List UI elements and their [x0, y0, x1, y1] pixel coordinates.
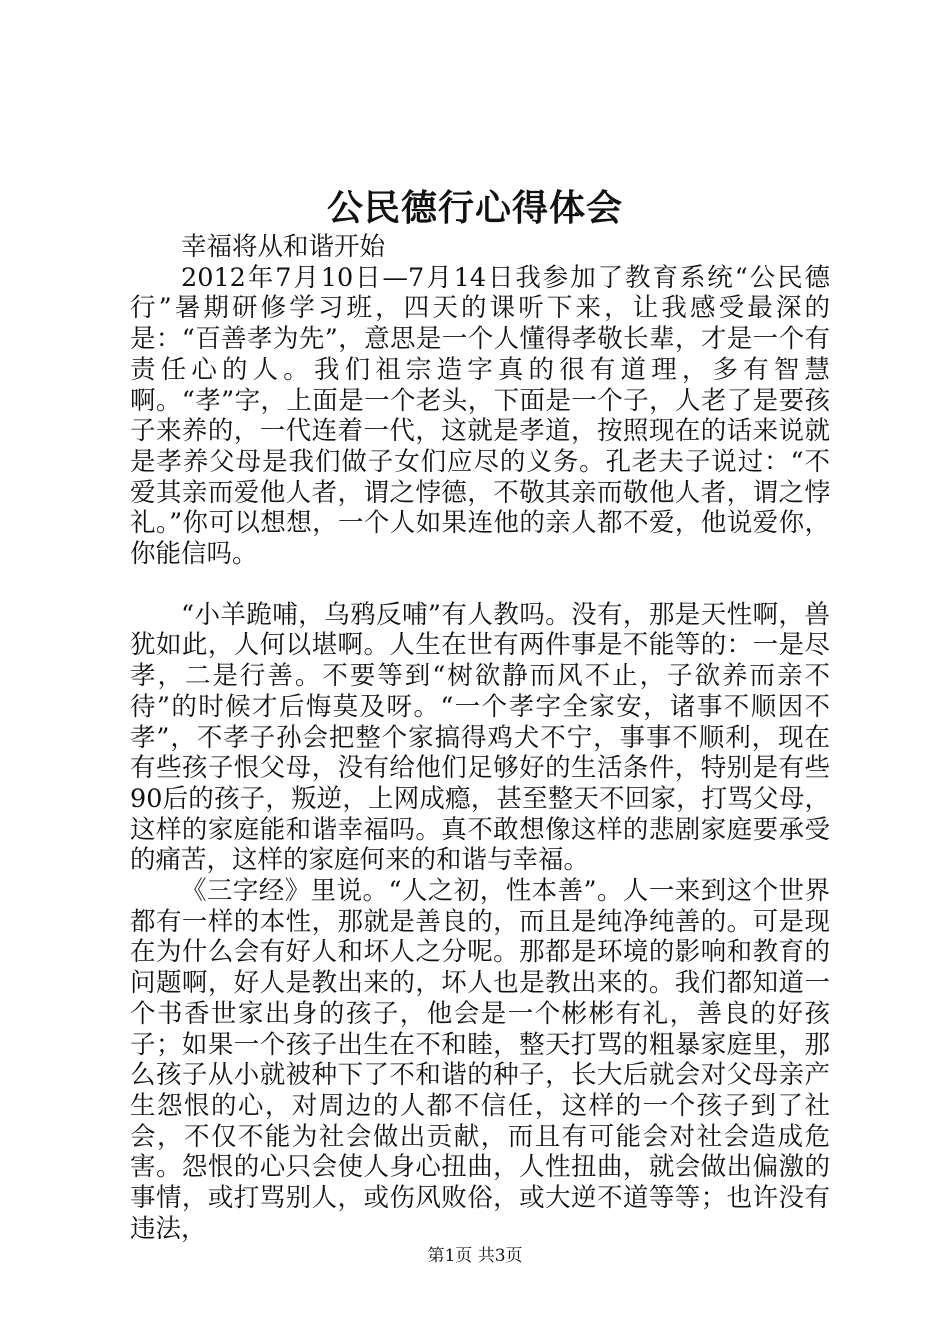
page-title: 公民德行心得体会 — [326, 187, 623, 229]
page-footer: 第1页 共3页 — [427, 1246, 523, 1266]
paragraph-subtitle: 幸福将从和谐开始 — [181, 232, 386, 262]
paragraph: 《三字经》里说。“人之初，性本善”。人一来到这个世界都有一样的本性，那就是善良的，而且是纯净纯善的。可是现在为什么会有好人和坏人之分呢。那都是环境的影响和教育的问题啊，好人是教出来的，坏人也是教出来的。我们都知道一个书香世家出身的孩子，他会是一个彬彬有礼，善良的好孩子；如果一个孩子出生在不和睦，整天打骂的粗暴家庭里，那么孩子从小就被种下了不和谐的种子，长大后就会对父母亲产生怨恨的心，对周边的人都不信任，这样的一个孩子到了社会，不仅不能为社会做出贡献，而且有可能会对社会造成危害。怨恨的心只会使人身心扭曲，人性扭曲，就会做出偏激的事情，或打骂别人，或伤风败俗，或大逆不道等等；也许没有违法， — [130, 876, 830, 1244]
paragraph: “小羊跪哺，乌鸦反哺”有人教吗。没有，那是天性啊，兽犹如此，人何以堪啊。人生在世有两件事是不能等的：一是尽孝，二是行善。不要等到“树欲静而风不止，子欲养而亲不待”的时候才后悔莫及呀。“一个孝字全家安，诸事不顺因不孝”，不孝子孙会把整个家搞得鸡犬不宁，事事不顺利，现在有些孩子恨父母，没有给他们足够好的生活条件，特别是有些90后的孩子，叛逆，上网成瘾，甚至整天不回家，打骂父母，这样的家庭能和谐幸福吗。真不敢想像这样的悲剧家庭要承受的痛苦，这样的家庭何来的和谐与幸福。 — [130, 599, 830, 876]
document-body — [130, 232, 830, 1245]
paragraph: 2012年7月10日—7月14日我参加了教育系统“公民德行”暑期研修学习班，四天的课听下来，让我感受最深的是：“百善孝为先”，意思是一个人懂得孝敬长辈，才是一个有责任心的人。我们祖宗造字真的很有道理，多有智慧啊。“孝”字，上面是一个老头，下面是一个子，人老了是要孩子来养的，一代连着一代，这就是孝道，按照现在的话来说就是孝养父母是我们做子女们应尽的义务。孔老夫子说过：“不爱其亲而爱他人者，谓之悖德，不敬其亲而敬他人者，谓之悖礼。”你可以想想，一个人如果连他的亲人都不爱，他说爱你，你能信吗。 — [130, 262, 830, 570]
